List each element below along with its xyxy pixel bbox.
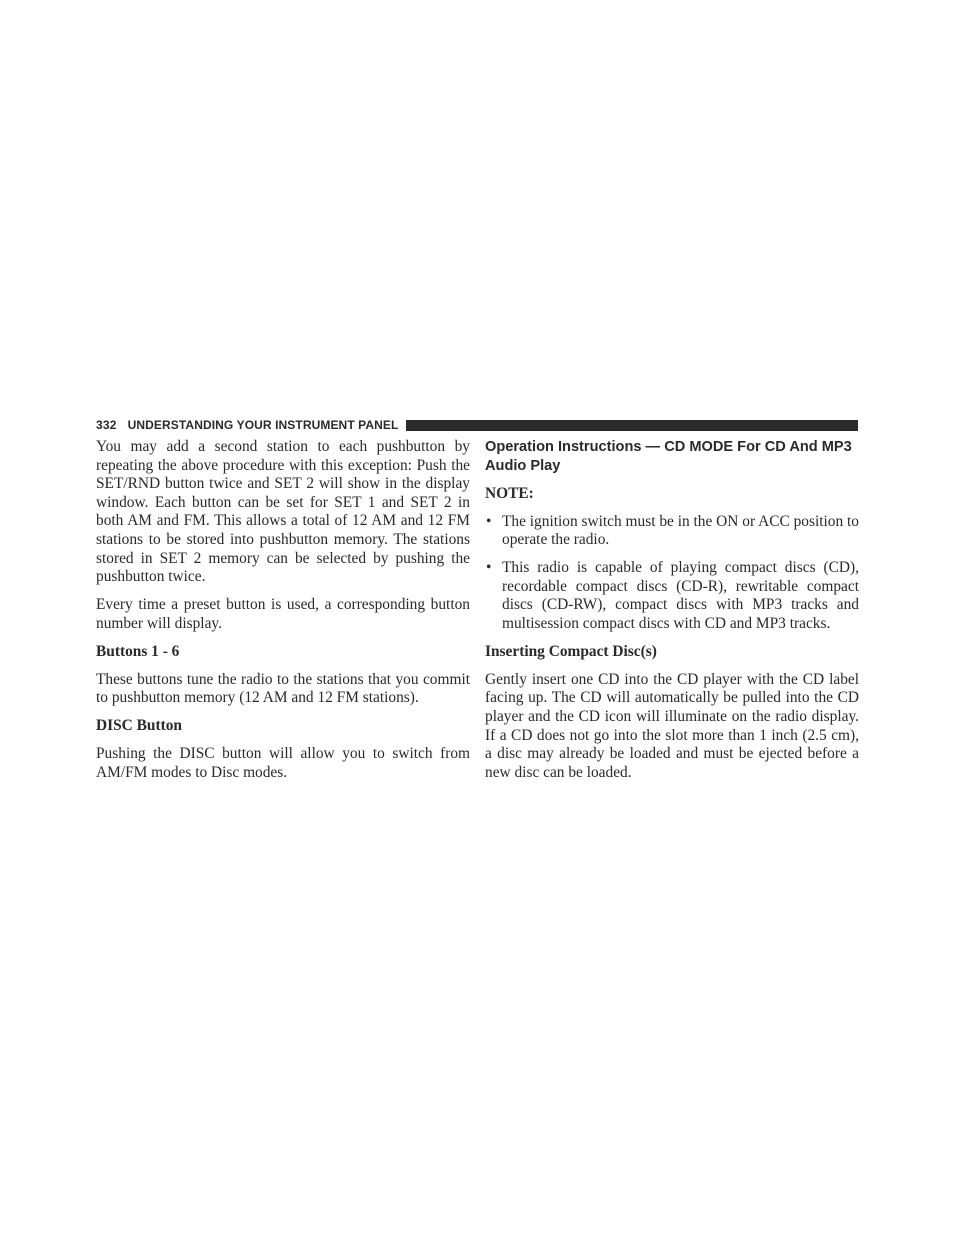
heading-inserting-cds: Inserting Compact Disc(s) xyxy=(485,642,657,660)
list-item-text: This radio is capable of playing compact discs (CD), recordable compact discs (CD-R), rewritable compact discs (CD-RW), compact discs with MP3 tracks and multisession compact discs with CD and MP3 tracks. xyxy=(502,559,859,632)
list-item-text: The ignition switch must be in the ON or ACC position to operate the radio. xyxy=(502,512,859,549)
list-item xyxy=(485,559,859,633)
section-title: UNDERSTANDING YOUR INSTRUMENT PANEL xyxy=(127,418,399,432)
paragraph-second-station: You may add a second station to each pushbutton by repeating the above procedure with this exception: Push the SET/RND button twice and SET 2 will show in the display window. Each button can be set for SET 1 and SET 2 in both AM and FM. This allows a total of 12 AM and 12 FM stations to be stored into pushbutton memory. The stations stored in SET 2 memory can be selected by pushing the pushbutton twice. xyxy=(96,438,470,586)
list-item xyxy=(485,513,859,550)
right-column xyxy=(485,438,859,782)
left-column xyxy=(96,438,470,782)
heading-cd-mode-operation: Operation Instructions — CD MODE For CD And MP3 Audio Play xyxy=(485,439,852,474)
paragraph-disc-button: Pushing the DISC button will allow you to switch from AM/FM modes to Disc modes. xyxy=(96,745,470,781)
page-header xyxy=(96,417,858,433)
heading-buttons-1-6: Buttons 1 - 6 xyxy=(96,642,180,660)
paragraph-buttons-1-6: These buttons tune the radio to the stations that you commit to pushbutton memory (12 AM and 12 FM stations). xyxy=(96,670,470,707)
paragraph-inserting-cds: Gently insert one CD into the CD player with the CD label facing up. The CD will automatically be pulled into the CD player and the CD icon will illuminate on the radio display. If a CD does not go into the slot more than 1 inch (2.5 cm), a disc may already be loaded and must be ejected before a new disc can be loaded. xyxy=(485,670,859,781)
note-list xyxy=(485,513,859,634)
bullet-icon: • xyxy=(486,512,492,530)
paragraph-preset-display: Every time a preset button is used, a corresponding button number will display. xyxy=(96,596,470,632)
heading-disc-button: DISC Button xyxy=(96,717,182,735)
bullet-icon: • xyxy=(486,559,492,577)
page-number: 332 xyxy=(96,418,117,432)
note-label: NOTE: xyxy=(485,484,534,502)
header-rule xyxy=(406,420,858,431)
